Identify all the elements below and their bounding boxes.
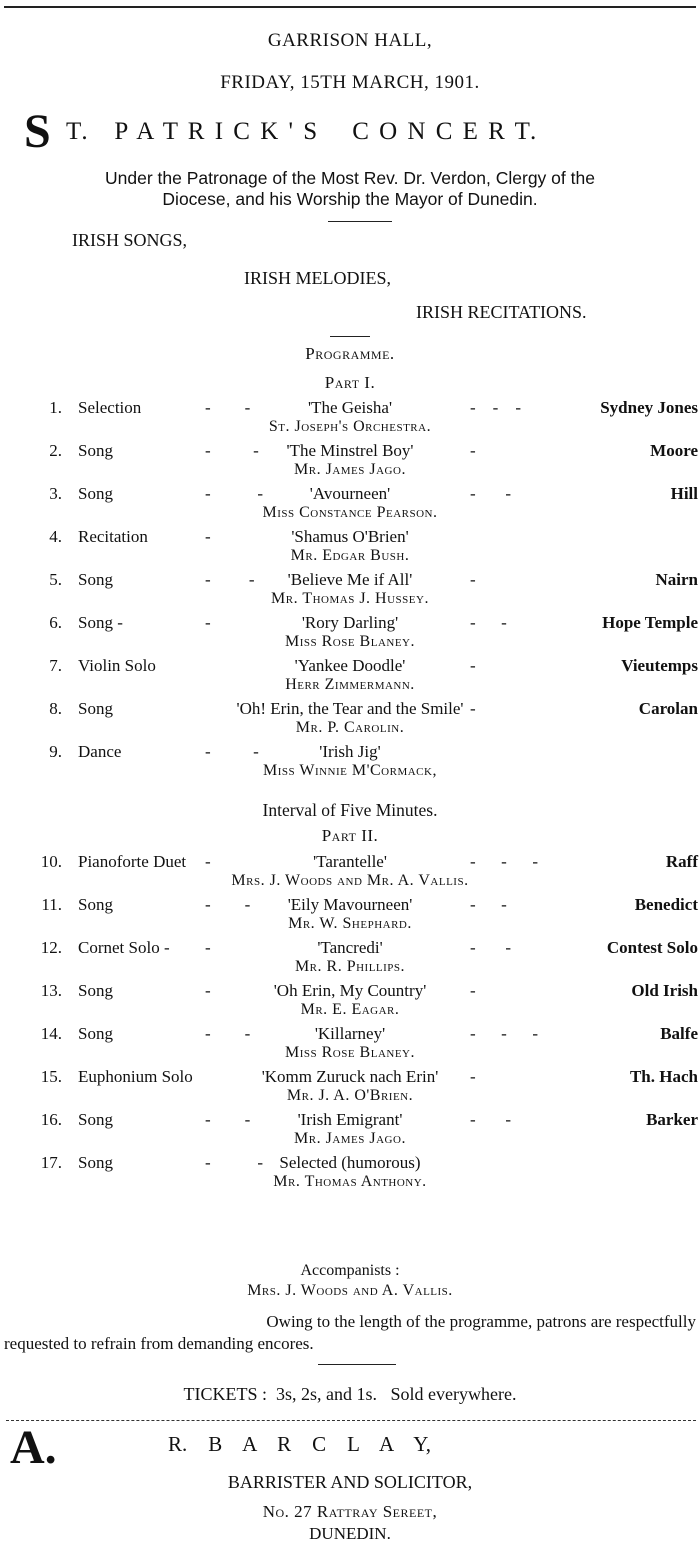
item-title: 'Believe Me if All' [287,570,413,589]
venue: GARRISON HALL, [267,30,433,51]
item-title: 'Killarney' [314,1024,386,1043]
item-type: Song - [78,613,123,632]
concert-date: FRIDAY, 15TH MARCH, 1901. [220,72,480,93]
item-dash: - - [205,484,264,503]
item-composer: Raff [665,852,698,871]
item-dash: - - [205,895,251,914]
item-dash: - [205,938,211,957]
item-dash: - - [205,398,251,417]
programme-heading: Programme. [305,344,395,363]
item-title: 'Oh! Erin, the Tear and the Smile' [236,699,464,718]
item-title: 'Irish Jig' [319,742,381,761]
programme-item [0,1153,700,1175]
item-performer: Mr. J. A. O'Brien. [286,1087,414,1104]
item-composer: Th. Hach [629,1067,698,1086]
item-dash: - - - [470,398,521,417]
item-dash: - - - [470,1024,538,1043]
item-dash: - - [205,1153,264,1172]
feature-irish-recitations: IRISH RECITATIONS. [416,302,587,322]
item-type: Violin Solo [78,656,156,675]
short-rule-1 [328,221,392,222]
accompanists-names: Mrs. J. Woods and A. Vallis. [247,1282,453,1299]
item-dash: - - [205,441,259,460]
item-title: 'The Geisha' [307,398,393,417]
item-type: Cornet Solo - [78,938,170,957]
item-performer: Miss Rose Blaney. [284,1044,416,1061]
item-dash: - [470,981,476,1000]
item-dash: - - [205,1110,251,1129]
item-composer: Balfe [660,1024,698,1043]
item-dash: - [205,613,211,632]
item-number: 7. [49,656,62,675]
item-composer: Barker [646,1110,698,1129]
item-composer: Nairn [655,570,698,589]
item-composer: Sydney Jones [600,398,698,417]
advert-name: R. B A R C L A Y, [168,1432,431,1456]
tickets-line: TICKETS : 3s, 2s, and 1s. Sold everywhere. [183,1384,517,1404]
programme-item [0,484,700,506]
item-title: 'Oh Erin, My Country' [273,981,427,1000]
item-performer: Mr. P. Carolin. [295,719,405,736]
item-type: Euphonium Solo [78,1067,193,1086]
part-2-heading: Part II. [321,826,379,845]
item-title: 'Shamus O'Brien' [291,527,409,546]
item-composer: Old Irish [631,981,698,1000]
item-type: Dance [78,742,122,761]
item-type: Song [78,484,113,503]
item-number: 11. [41,895,62,914]
interval-note: Interval of Five Minutes. [262,800,438,820]
advert-address: No. 27 Rattray Sereet, [262,1502,438,1521]
short-rule-3 [318,1364,396,1365]
item-performer: Mr. W. Shephard. [288,915,412,932]
item-performer: Miss Rose Blaney. [284,633,416,650]
programme-item [0,527,700,549]
item-composer: Hill [670,484,698,503]
programme-item [0,852,700,874]
item-number: 17. [40,1153,62,1172]
item-dash: - [470,1067,476,1086]
item-title: 'Komm Zuruck nach Erin' [261,1067,439,1086]
top-rule [4,6,696,8]
item-type: Selection [78,398,142,417]
item-composer: Contest Solo [606,938,698,957]
item-performer: St. Joseph's Orchestra. [268,418,432,435]
patronage-line-2: Diocese, and his Worship the Mayor of Dunedin. [162,189,538,209]
programme-item [0,570,700,592]
item-dash: - [205,981,211,1000]
item-dash: - [470,441,476,460]
item-composer: Benedict [634,895,698,914]
item-composer: Hope Temple [602,613,698,632]
item-number: 15. [40,1067,62,1086]
title-rest: T. P A T R I C K ' S C O N C E R T. [66,118,539,145]
item-title: 'Tancredi' [317,938,383,957]
item-composer: Moore [650,441,698,460]
item-number: 16. [40,1110,62,1129]
programme-item [0,1067,700,1089]
item-number: 4. [49,527,62,546]
programme-item [0,656,700,678]
item-number: 6. [49,613,62,632]
item-number: 13. [40,981,62,1000]
programme-item [0,398,700,420]
item-dash: - - [470,1110,512,1129]
item-number: 1. [49,398,62,417]
item-title: 'Rory Darling' [301,613,399,632]
item-title: 'Irish Emigrant' [297,1110,403,1129]
item-title: Selected (humorous) [279,1153,421,1172]
item-type: Song [78,1153,113,1172]
programme-item [0,441,700,463]
item-dash: - - [470,895,507,914]
item-type: Song [78,1024,113,1043]
item-performer: Herr Zimmermann. [285,676,415,693]
dashed-divider [6,1420,696,1421]
item-performer: Mr. R. Phillips. [294,958,406,975]
item-performer: Mrs. J. Woods and Mr. A. Vallis. [231,872,469,889]
notice-line-1: Owing to the length of the programme, patrons are respectfully [266,1312,696,1331]
item-performer: Miss Winnie M'Cormack, [263,762,437,779]
programme-item [0,613,700,635]
item-type: Recitation [78,527,148,546]
advert-initial: A. [10,1421,57,1474]
item-type: Song [78,699,113,718]
item-title: 'Tarantelle' [313,852,387,871]
item-type: Song [78,441,113,460]
item-dash: - [470,699,476,718]
title-initial: S [24,105,51,158]
item-dash: - - [205,1024,251,1043]
item-performer: Miss Constance Pearson. [262,504,438,521]
item-dash: - [470,570,476,589]
accompanists-label: Accompanists : [300,1262,400,1279]
item-title: 'Eily Mavourneen' [287,895,413,914]
item-type: Song [78,570,113,589]
item-number: 5. [49,570,62,589]
item-title: 'The Minstrel Boy' [286,441,414,460]
feature-irish-melodies: IRISH MELODIES, [244,268,391,288]
advert-city: DUNEDIN. [309,1524,391,1543]
item-performer: Mr. James Jago. [294,1130,406,1147]
part-1-heading: Part I. [324,373,376,392]
item-dash: - [470,656,476,675]
item-performer: Mr. Thomas Anthony. [273,1173,427,1190]
feature-irish-songs: IRISH SONGS, [72,230,188,250]
programme-item [0,742,700,764]
item-composer: Carolan [638,699,698,718]
item-title: 'Avourneen' [309,484,391,503]
item-number: 12. [40,938,62,957]
item-number: 10. [40,852,62,871]
item-dash: - - [205,570,255,589]
item-title: 'Yankee Doodle' [294,656,406,675]
item-performer: Mr. E. Eagar. [300,1001,400,1018]
programme-item [0,699,700,721]
programme-item [0,895,700,917]
item-number: 14. [40,1024,62,1043]
item-dash: - - - [470,852,538,871]
item-number: 2. [49,441,62,460]
item-performer: Mr. Edgar Bush. [290,547,410,564]
short-rule-2 [330,336,370,337]
item-dash: - - [470,484,512,503]
item-number: 3. [49,484,62,503]
programme-item [0,981,700,1003]
item-number: 8. [49,699,62,718]
item-performer: Mr. James Jago. [294,461,406,478]
item-dash: - - [470,938,512,957]
item-number: 9. [49,742,62,761]
advert-profession: BARRISTER AND SOLICITOR, [227,1472,473,1492]
programme-item [0,1110,700,1132]
item-dash: - - [205,742,259,761]
item-dash: - - [470,613,507,632]
item-type: Pianoforte Duet [78,852,187,871]
item-type: Song [78,895,113,914]
item-dash: - [205,852,211,871]
item-dash: - [205,527,211,546]
item-performer: Mr. Thomas J. Hussey. [271,590,429,607]
notice-line-2: requested to refrain from demanding encores. [4,1334,314,1353]
item-composer: Vieutemps [621,656,698,675]
programme-item [0,1024,700,1046]
programme-item [0,938,700,960]
item-type: Song [78,1110,113,1129]
item-type: Song [78,981,113,1000]
patronage-line-1: Under the Patronage of the Most Rev. Dr. Verdon, Clergy of the [105,168,595,188]
